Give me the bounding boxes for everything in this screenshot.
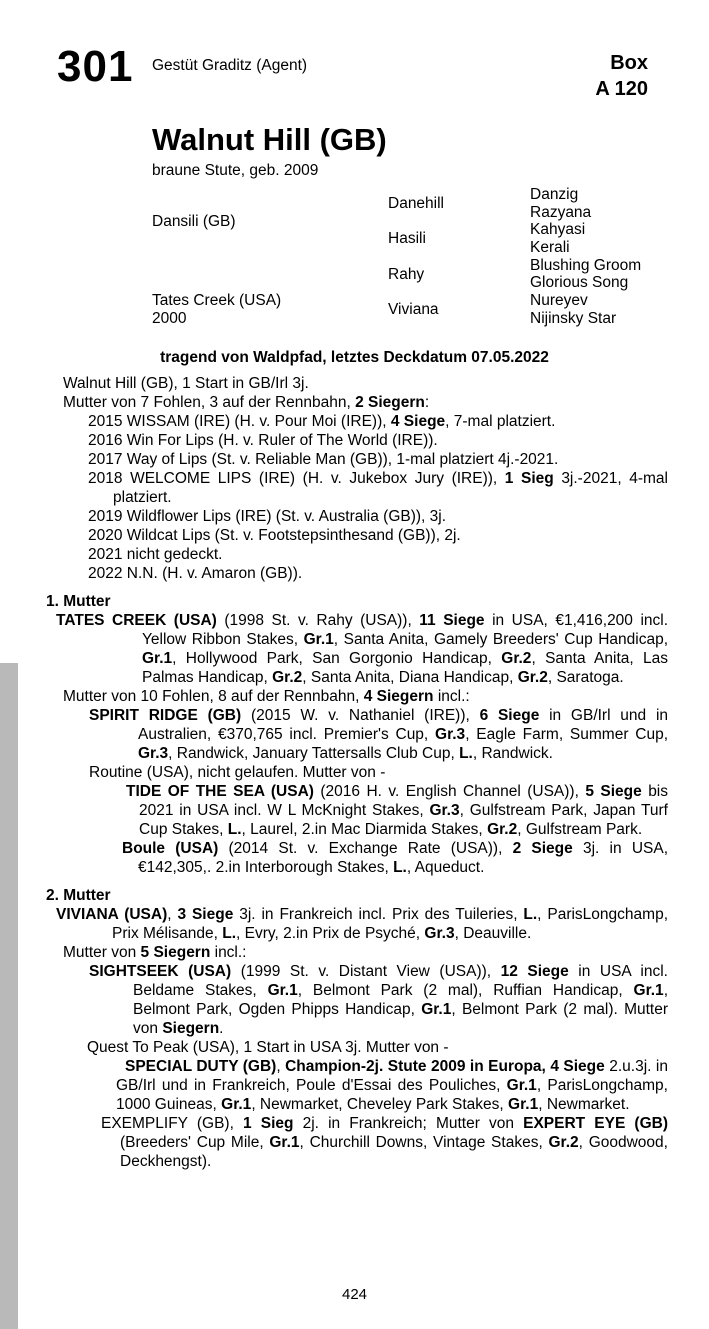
pedigree-gen2-dam-dam: Viviana xyxy=(388,300,439,318)
quest-to-peak-record: Quest To Peak (USA), 1 Start in USA 3j. Mutter von - xyxy=(87,1038,449,1056)
first-dam-heading: 1. Mutter xyxy=(46,592,111,610)
lot-number: 301 xyxy=(57,42,134,91)
produce-2020: 2020 Wildcat Lips (St. v. Footstepsinthesand (GB)), 2j. xyxy=(88,526,461,544)
page-edge-marker xyxy=(0,663,18,1329)
second-dam-record: VIVIANA (USA), 3 Siege 3j. in Frankreich incl. Prix des Tuileries, L., ParisLongchamp, Prix Mélisande, L., Evry, 2.in Prix de Psyché, Gr.3, Deauville. xyxy=(56,905,668,942)
box-number: A 120 xyxy=(595,78,648,100)
routine-record: Routine (USA), nicht gelaufen. Mutter von - xyxy=(89,763,386,781)
boule-record: Boule (USA) (2014 St. v. Exchange Rate (USA)), 2 Siege 3j. in USA, €142,305,. 2.in Interborough Stakes, L., Aqueduct. xyxy=(122,839,669,876)
page-header xyxy=(0,0,709,115)
box-label: Box xyxy=(610,52,648,74)
pedigree-dam-year: 2000 xyxy=(152,309,187,327)
pedigree-dam-name: Tates Creek (USA) xyxy=(152,292,282,310)
pedigree-gen2-sire-sire: Danehill xyxy=(388,194,445,212)
pedigree-gen3-6: Glorious Song xyxy=(530,274,629,292)
race-record-line: Walnut Hill (GB), 1 Start in GB/Irl 3j. xyxy=(63,374,309,392)
pedigree-dam xyxy=(152,292,388,327)
horse-header xyxy=(152,121,709,180)
produce-2022: 2022 N.N. (H. v. Amaron (GB)). xyxy=(88,564,303,582)
sightseek-record: SIGHTSEEK (USA) (1999 St. v. Distant View (USA)), 12 Siege in USA incl. Beldame Stakes, Gr.1, Belmont Park (2 mal), Ruffian Handicap, Gr.1, Belmont Park, Ogden Phipps Handicap, Gr.1, Belmont Park (2 mal). Mutter von Siegern. xyxy=(89,962,668,1037)
pedigree-gen3-7: Nureyev xyxy=(530,292,588,310)
box-info xyxy=(595,50,648,102)
special-duty-record: SPECIAL DUTY (GB), Champion-2j. Stute 2009 in Europa, 4 Siege 2.u.3j. in GB/Irl und in Frankreich, Poule d'Essai des Pouliches, Gr.1, ParisLongchamp, 1000 Guineas, Gr.1, Newmarket, Cheveley Park Stakes, Gr.1, Newmarket. xyxy=(116,1057,668,1113)
page-number: 424 xyxy=(341,1286,368,1303)
pedigree-gen3-2: Razyana xyxy=(530,203,592,221)
pedigree-gen2-sire-dam: Hasili xyxy=(388,230,426,248)
second-dam-produce-summary: Mutter von 5 Siegern incl.: xyxy=(63,943,247,961)
dam-produce-summary: Mutter von 7 Fohlen, 3 auf der Rennbahn, 2 Siegern: xyxy=(63,393,430,411)
produce-2017: 2017 Way of Lips (St. v. Reliable Man (GB)), 1-mal platziert 4j.-2021. xyxy=(88,450,559,468)
produce-2015: 2015 WISSAM (IRE) (H. v. Pour Moi (IRE)), 4 Siege, 7-mal platziert. xyxy=(88,412,556,430)
produce-2019: 2019 Wildflower Lips (IRE) (St. v. Australia (GB)), 3j. xyxy=(88,507,447,525)
produce-2018: 2018 WELCOME LIPS (IRE) (H. v. Jukebox Jury (IRE)), 1 Sieg 3j.-2021, 4-mal platziert. xyxy=(88,469,668,506)
horse-details: braune Stute, geb. 2009 xyxy=(152,162,319,179)
pedigree-gen3-3: Kahyasi xyxy=(530,221,586,239)
second-dam-heading: 2. Mutter xyxy=(46,886,111,904)
first-dam-record: TATES CREEK (USA) (1998 St. v. Rahy (USA)), 11 Siege in USA, €1,416,200 incl. Yellow Ribbon Stakes, Gr.1, Santa Anita, Gamely Breeders' Cup Handicap, Gr.1, Hollywood Park, San Gorgonio Handicap, Gr.2, Santa Anita, Las Palmas Handicap, Gr.2, Santa Anita, Diana Handicap, Gr.2, Saratoga. xyxy=(56,611,669,686)
produce-2021: 2021 nicht gedeckt. xyxy=(88,545,223,563)
spirit-ridge-record: SPIRIT RIDGE (GB) (2015 W. v. Nathaniel (IRE)), 6 Siege in GB/Irl und in Australien, €370,765 incl. Premier's Cup, Gr.3, Eagle Farm, Summer Cup, Gr.3, Randwick, January Tattersalls Club Cup, L., Randwick. xyxy=(89,706,669,762)
produce-2016: 2016 Win For Lips (H. v. Ruler of The World (IRE)). xyxy=(88,431,438,449)
tide-of-the-sea-record: TIDE OF THE SEA (USA) (2016 H. v. English Channel (USA)), 5 Siege bis 2021 in USA incl. W L McKnight Stakes, Gr.3, Gulfstream Park, Japan Turf Cup Stakes, L., Laurel, 2.in Mac Diarmida Stakes, Gr.2, Gulfstream Park. xyxy=(126,782,669,838)
pedigree-gen3-1: Danzig xyxy=(530,186,579,203)
pedigree-details xyxy=(46,374,668,1171)
exemplify-record: EXEMPLIFY (GB), 1 Sieg 2j. in Frankreich; Mutter von EXPERT EYE (GB) (Breeders' Cup Mile, Gr.1, Churchill Downs, Vintage Stakes, Gr.2, Goodwood, Deckhengst). xyxy=(101,1114,668,1170)
consignor-name: Gestüt Graditz (Agent) xyxy=(152,57,308,74)
covering-note: tragend von Waldpfad, letztes Deckdatum 07.05.2022 xyxy=(160,348,549,366)
pedigree-gen3-8: Nijinsky Star xyxy=(530,309,617,327)
first-dam-produce-summary: Mutter von 10 Fohlen, 8 auf der Rennbahn, 4 Siegern incl.: xyxy=(63,687,470,705)
pedigree-table xyxy=(152,186,709,328)
horse-name: Walnut Hill (GB) xyxy=(152,122,387,157)
pedigree-gen3-5: Blushing Groom xyxy=(530,256,642,274)
pedigree-gen2-dam-sire: Rahy xyxy=(388,265,425,283)
pedigree-gen3-4: Kerali xyxy=(530,239,570,257)
pedigree-sire: Dansili (GB) xyxy=(152,212,236,230)
